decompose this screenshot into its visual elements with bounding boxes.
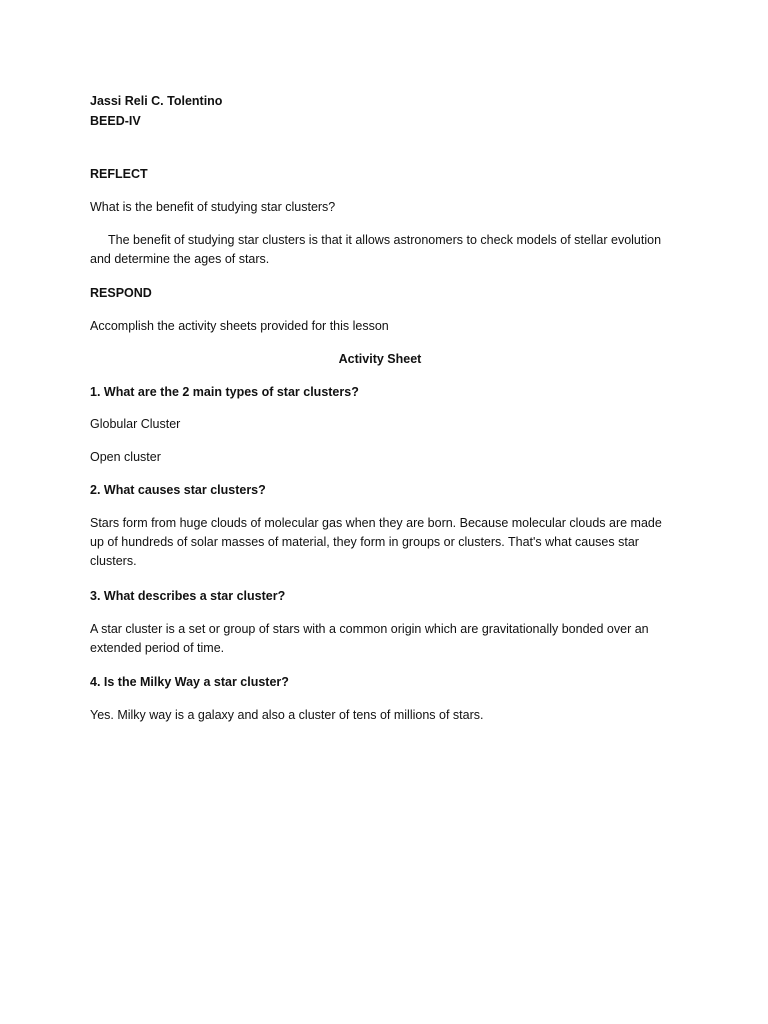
author-name: Jassi Reli C. Tolentino (90, 94, 223, 108)
question-3: 3. What describes a star cluster? (90, 589, 286, 603)
answer-1a: Globular Cluster (90, 417, 181, 431)
respond-heading: RESPOND (90, 286, 152, 300)
reflect-heading: REFLECT (90, 167, 148, 181)
activity-sheet-title: Activity Sheet (338, 352, 422, 366)
reflect-answer: The benefit of studying star clusters is that it allows astronomers to check models of stellar evolution and determine the ages of stars. (90, 233, 662, 266)
course-label: BEED-IV (90, 114, 141, 128)
question-1: 1. What are the 2 main types of star clusters? (90, 385, 359, 399)
answer-1b: Open cluster (90, 450, 161, 464)
respond-instruction: Accomplish the activity sheets provided for this lesson (90, 319, 389, 333)
answer-4: Yes. Milky way is a galaxy and also a cluster of tens of millions of stars. (90, 708, 484, 722)
question-4: 4. Is the Milky Way a star cluster? (90, 675, 289, 689)
question-2: 2. What causes star clusters? (90, 483, 266, 497)
answer-2: Stars form from huge clouds of molecular gas when they are born. Because molecular clouds are made up of hundreds of solar masses of material, they form in groups or clusters. That's what causes star clusters. (90, 516, 662, 568)
answer-3: A star cluster is a set or group of stars with a common origin which are gravitationally bonded over an extended period of time. (90, 622, 649, 655)
reflect-question: What is the benefit of studying star clusters? (90, 200, 336, 214)
